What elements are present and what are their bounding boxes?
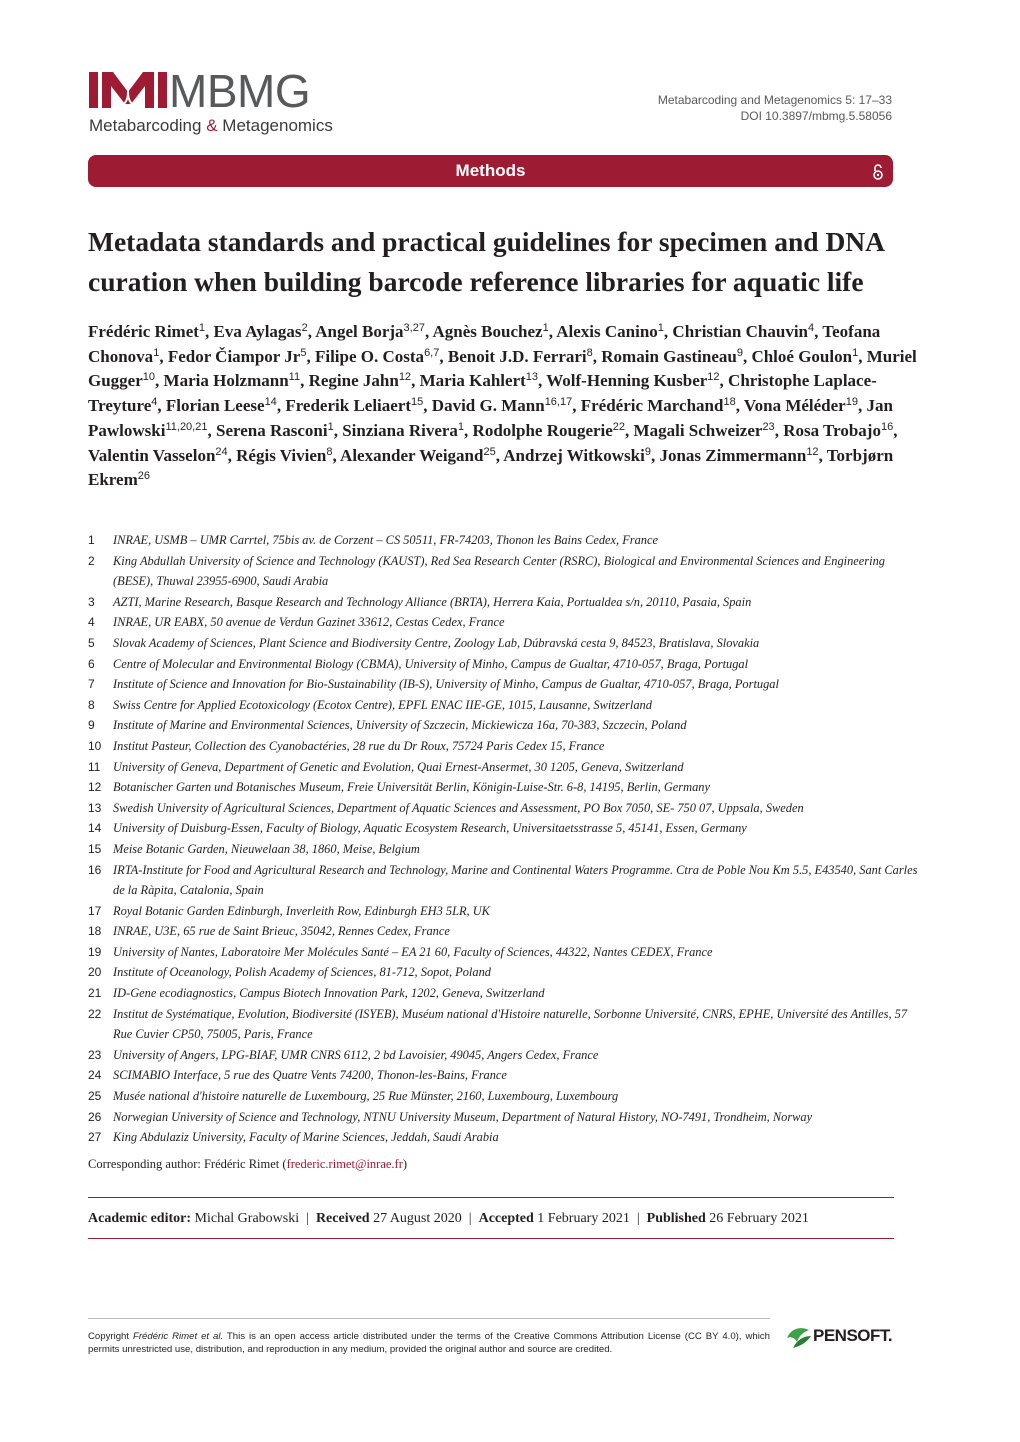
author: Alexis Canino [556, 322, 658, 341]
author: Alexander Weigand [340, 445, 484, 465]
affiliation-item [88, 736, 918, 757]
author-affiliation-ref: 3,27 [403, 322, 425, 334]
author-affiliation-ref: 24 [215, 445, 228, 458]
author: Serena Rasconi [215, 420, 328, 440]
affiliation-item [88, 695, 918, 716]
divider-top [88, 1197, 894, 1198]
author: Torbjørn Ekrem [88, 445, 894, 490]
affiliation-text: Institute of Oceanology, Polish Academy of Sciences, 81-712, Sopot, Poland [113, 965, 491, 980]
affiliation-item [88, 818, 918, 839]
affiliation-item [88, 921, 918, 942]
affiliation-text: Swiss Centre for Applied Ecotoxicology (Ecotox Centre), EPFL ENAC IIE-GE, 1015, Lausanne, Switzerland [113, 697, 652, 712]
affiliation-item [88, 612, 918, 633]
affiliation-number: 15 [88, 841, 102, 856]
author: Régis Vivien [236, 445, 327, 465]
affiliation-text: Institute of Marine and Environmental Sciences, University of Szczecin, Mickiewicza 16a, 70-383, Szczecin, Poland [113, 718, 687, 733]
affiliation-text: Royal Botanic Garden Edinburgh, Inverleith Row, Edinburgh EH3 5LR, UK [113, 903, 490, 918]
affiliation-text: Slovak Academy of Sciences, Plant Science and Biodiversity Centre, Zoology Lab, Dúbravská cesta 9, 84523, Bratislava, Slovakia [113, 635, 760, 650]
author-affiliation-ref: 16 [880, 420, 894, 433]
author: Jan Pawlowski [88, 396, 893, 440]
corresponding-email[interactable]: frederic.rimet@inrae.fr [286, 1157, 403, 1171]
affiliation-item [88, 798, 918, 819]
author-affiliation-ref: 10 [142, 371, 156, 384]
author-affiliation-ref: 6,7 [424, 346, 440, 359]
academic-editor: Michal Grabowski [194, 1211, 300, 1226]
affiliation-number: 25 [88, 1089, 102, 1104]
author-affiliation-ref: 1 [153, 346, 160, 359]
affiliation-number: 11 [88, 759, 101, 774]
affiliation-item [88, 860, 918, 901]
journal-reference: Metabarcoding and Metagenomics 5: 17–33 [657, 93, 892, 107]
affiliation-item [88, 942, 918, 963]
author: Frédéric Marchand [580, 396, 724, 416]
author-affiliation-ref: 2 [301, 322, 308, 334]
affiliation-text: Institut Pasteur, Collection des Cyanobactéries, 28 rue du Dr Roux, 75724 Paris Cedex 15, France [113, 738, 605, 753]
author: Maria Holzmann [163, 371, 289, 391]
journal-logo [89, 65, 349, 136]
affiliation-item [88, 1107, 918, 1128]
affiliation-item [88, 1004, 918, 1045]
affiliation-text: AZTI, Marine Research, Basque Research and Technology Alliance (BRTA), Herrera Kaia, Portualdea s/n, 20110, Pasaia, Spain [113, 594, 752, 609]
affiliation-item [88, 983, 918, 1004]
author-affiliation-ref: 1 [457, 420, 465, 433]
author: Vona Méléder [743, 396, 846, 416]
affiliation-text: King Abdullah University of Science and Technology (KAUST), Red Sea Research Center (RSRC), Biological and Environmental Sciences and Engineering (BESE), Thuwal 23955-6900, Saudi Arabia [113, 553, 885, 589]
affiliation-number: 2 [88, 553, 95, 568]
author-affiliation-ref: 1 [852, 346, 859, 359]
publisher-name: PENSOFT. [813, 1326, 893, 1345]
logo-wordmark: MBMG [169, 65, 311, 117]
author-affiliation-ref: 12 [707, 371, 720, 384]
published-date: 26 February 2021 [709, 1211, 809, 1226]
affiliation-text: King Abdulaziz University, Faculty of Marine Sciences, Jeddah, Saudi Arabia [113, 1130, 499, 1145]
affiliation-number: 13 [88, 800, 102, 815]
pensoft-leaf-icon [785, 1324, 813, 1352]
affiliation-number: 18 [88, 924, 102, 939]
author-affiliation-ref: 12 [806, 445, 819, 458]
author: Andrzej Witkowski [503, 445, 645, 465]
affiliation-item [88, 551, 918, 592]
section-banner [88, 155, 893, 187]
author-affiliation-ref: 16,17 [544, 396, 573, 409]
author-affiliation-ref: 15 [411, 396, 424, 409]
logo-subtitle: Metabarcoding & Metagenomics [89, 116, 333, 135]
author: Florian Leese [165, 396, 265, 416]
pensoft-logo [785, 1324, 895, 1352]
doi[interactable]: DOI 10.3897/mbmg.5.58056 [740, 109, 892, 123]
author: Jonas Zimmermann [659, 445, 807, 465]
affiliation-item [88, 633, 918, 654]
affiliation-number: 5 [88, 635, 95, 650]
affiliation-number: 20 [88, 965, 102, 980]
author: Muriel Gugger [88, 346, 917, 391]
affiliation-text: Meise Botanic Garden, Nieuwelaan 38, 1860, Meise, Belgium [113, 841, 420, 856]
author: Sinziana Rivera [342, 420, 458, 440]
affiliation-item [88, 757, 918, 778]
author-affiliation-ref: 18 [723, 396, 736, 409]
affiliation-number: 24 [88, 1068, 102, 1083]
author-affiliation-ref: 4 [808, 322, 815, 334]
affiliation-number: 22 [88, 1006, 102, 1021]
author-affiliation-ref: 1 [542, 322, 549, 334]
author: Wolf-Henning Kusber [546, 371, 708, 391]
affiliation-text: ID-Gene ecodiagnostics, Campus Biotech Innovation Park, 1202, Geneva, Switzerland [113, 986, 545, 1001]
author-affiliation-ref: 11,20,21 [165, 420, 208, 433]
author-affiliation-ref: 19 [845, 396, 858, 409]
affiliation-number: 8 [88, 697, 95, 712]
affiliation-text: INRAE, U3E, 65 rue de Saint Brieuc, 35042, Rennes Cedex, France [113, 924, 450, 939]
affiliation-item [88, 1065, 918, 1086]
author: Romain Gastineau [601, 346, 737, 366]
affiliation-text: University of Nantes, Laboratoire Mer Molécules Santé – EA 21 60, Faculty of Sciences, 44322, Nantes CEDEX, France [113, 944, 713, 959]
affiliation-number: 16 [88, 862, 102, 877]
author-affiliation-ref: 8 [586, 346, 593, 359]
affiliation-item [88, 715, 918, 736]
affiliation-number: 27 [88, 1130, 102, 1145]
affiliation-text: Centre of Molecular and Environmental Biology (CBMA), University of Minho, Campus de Gualtar, 4710-057, Braga, Portugal [113, 656, 749, 671]
affiliation-number: 3 [88, 594, 95, 609]
author: Chloé Goulon [751, 346, 853, 366]
affiliation-text: University of Duisburg-Essen, Faculty of Biology, Aquatic Ecosystem Research, Universitaetsstrasse 5, 45141, Essen, Germany [113, 821, 747, 836]
affiliation-item [88, 839, 918, 860]
affiliation-item [88, 674, 918, 695]
author-affiliation-ref: 5 [300, 346, 307, 359]
affiliation-number: 1 [88, 533, 95, 547]
author-list: Frédéric Rimet$^1$, Eva Aylagas$^2$, Angel Borja$^{3,27}$, Agnès Bouchez$^1$, Alexis Canino$^1$, Christian Chauvin$^4$, Teofana Chonova$^1$, Fedor Čiampor Jr$^5$, Filipe O. Costa$^{6,7}$, Benoit J.D. Ferrari$^8$, Romain Gastineau$^9$, Chloé Goulon$^1$, Muriel Gugger$^{10}$, Maria Holzmann$^{11}$, Regine Jahn$^{12}$, Maria Kahlert$^{13}$, Wolf-Henning Kusber$^{12}$, Christophe Laplace-Treyture$^4$, Florian Leese$^{14}$, Frederik Leliaert$^{15}$, David G. Mann$^{16,17}$, Frédéric Marchand$^{18}$, Vona Méléder$^{19}$, Jan Pawlowski$^{11,20,21}$, Serena Rasconi$^1$, Sinziana Rivera$^1$, Rodolphe Rougerie$^{22}$, Magali Schweizer$^{23}$, Rosa Trobajo$^{16}$, Valentin Vasselon$^{24}$, Régis Vivien$^8$, Alexander Weigand$^{25}$, Andrzej Witkowski$^9$, Jonas Zimmermann$^{12}$, Torbjørn Ekrem$^{26}$ [88, 322, 917, 490]
affiliation-item [88, 592, 918, 613]
corresponding-author: Corresponding author: Frédéric Rimet (frederic.rimet@inrae.fr) [88, 1157, 408, 1171]
author-affiliation-ref: 1 [657, 322, 664, 334]
section-label: Methods [455, 161, 526, 180]
affiliation-text: University of Geneva, Department of Genetic and Evolution, Quai Ernest-Ansermet, 30 1205, Geneva, Switzerland [113, 759, 684, 774]
author: Fedor Čiampor Jr [167, 346, 301, 366]
affiliation-item [88, 1086, 918, 1107]
affiliation-number: 21 [88, 986, 102, 1001]
author-affiliation-ref: 26 [137, 470, 150, 483]
author: Regine Jahn [308, 371, 399, 391]
affiliation-number: 26 [88, 1109, 102, 1124]
author: Christian Chauvin [672, 322, 808, 341]
open-access-icon [871, 163, 885, 181]
affiliation-text: Botanischer Garten und Botanisches Museum, Freie Universität Berlin, Königin-Luise-Str. 6-8, 14195, Berlin, Germany [113, 780, 710, 795]
affiliation-item [88, 777, 918, 798]
author: Filipe O. Costa [314, 346, 425, 366]
affiliation-item [88, 1045, 918, 1066]
affiliation-list [88, 530, 918, 1148]
author: Agnès Bouchez [432, 322, 543, 341]
affiliation-item [88, 962, 918, 983]
affiliation-item [88, 654, 918, 675]
affiliation-number: 9 [88, 718, 95, 733]
accepted-date: 1 February 2021 [537, 1211, 630, 1226]
author-affiliation-ref: 9 [644, 445, 651, 458]
author: Angel Borja [315, 322, 404, 341]
affiliation-number: 17 [88, 903, 102, 918]
author-affiliation-ref: 8 [326, 445, 333, 458]
author-affiliation-ref: 13 [525, 371, 539, 384]
affiliation-text: SCIMABIO Interface, 5 rue des Quatre Vents 74200, Thonon-les-Bains, France [113, 1068, 507, 1083]
author-affiliation-ref: 25 [483, 445, 496, 458]
author-affiliation-ref: 1 [198, 322, 206, 334]
affiliation-text: University of Angers, LPG-BIAF, UMR CNRS 6112, 2 bd Lavoisier, 49045, Angers Cedex, France [113, 1047, 599, 1062]
affiliation-number: 7 [88, 677, 95, 692]
affiliation-number: 6 [88, 656, 95, 671]
author-affiliation-ref: 14 [264, 396, 277, 409]
affiliation-number: 14 [88, 821, 102, 836]
author: Rodolphe Rougerie [472, 420, 613, 440]
affiliation-text: Swedish University of Agricultural Sciences, Department of Aquatic Sciences and Assessment, PO Box 7050, SE- 750 07, Uppsala, Sweden [113, 800, 804, 815]
author: Christophe Laplace-Treyture [88, 371, 877, 416]
affiliation-number: 10 [88, 738, 102, 753]
article-title: Metadata standards and practical guidelines for specimen and DNA curation when building barcode reference libraries for aquatic life [88, 226, 884, 297]
author-affiliation-ref: 22 [612, 420, 626, 433]
affiliation-text: INRAE, UR EABX, 50 avenue de Verdun Gazinet 33612, Cestas Cedex, France [113, 615, 505, 630]
copyright-notice: Copyright Frédéric Rimet et al. This is an open access article distributed under the terms of the Creative Commons Attribution License (CC BY 4.0), which permits unrestricted use, distribution, and reproduction in any medium, provided the original author and source are credited. [88, 1331, 770, 1355]
author: Magali Schweizer [633, 420, 763, 440]
author-affiliation-ref: 4 [151, 396, 158, 409]
affiliation-text: Norwegian University of Science and Technology, NTNU University Museum, Department of Natural History, NO-7491, Trondheim, Norway [113, 1109, 813, 1124]
affiliation-number: 4 [88, 615, 95, 630]
article-dates: Academic editor: Michal Grabowski | Received 27 August 2020 | Accepted 1 February 2021 | Published 26 February 2021 [88, 1211, 809, 1226]
affiliation-text: Institut de Systématique, Evolution, Biodiversité (ISYEB), Muséum national d'Histoire naturelle, Sorbonne Université, CNRS, EPHE, Université des Antilles, 57 Rue Cuvier CP50, 75005, Paris, France [113, 1006, 908, 1042]
author-affiliation-ref: 1 [327, 420, 334, 433]
author: Maria Kahlert [419, 371, 526, 391]
divider-bottom [88, 1238, 894, 1239]
affiliation-item [88, 530, 918, 551]
author-affiliation-ref: 9 [736, 346, 743, 359]
author: Eva Aylagas [213, 322, 302, 341]
footer-rule [88, 1318, 770, 1319]
affiliation-text: Institute of Science and Innovation for Bio-Sustainability (IB-S), University of Minho, Campus de Gualtar, 4710-057, Braga, Portugal [113, 677, 779, 692]
dna-logo-icon [89, 70, 167, 110]
author: David G. Mann [431, 396, 545, 416]
affiliation-text: IRTA-Institute for Food and Agricultural Research and Technology, Marine and Continental Waters Programme. Ctra de Poble Nou Km 5.5, E43540, Sant Carles de la Ràpita, Catalonia, Spain [113, 862, 918, 898]
author-affiliation-ref: 12 [398, 371, 412, 384]
affiliation-item [88, 1127, 918, 1148]
author-affiliation-ref: 23 [762, 420, 775, 433]
author: Benoit J.D. Ferrari [447, 346, 587, 366]
affiliation-text: INRAE, USMB – UMR Carrtel, 75bis av. de Corzent – CS 50511, FR-74203, Thonon les Bains Cedex, France [113, 533, 659, 547]
affiliation-item [88, 901, 918, 922]
author: Frédéric Rimet [88, 322, 199, 341]
author: Valentin Vasselon [88, 445, 216, 465]
journal-info [658, 92, 892, 124]
author: Teofana Chonova [88, 322, 881, 366]
affiliation-number: 12 [88, 780, 102, 795]
received-date: 27 August 2020 [373, 1211, 462, 1226]
author: Rosa Trobajo [783, 420, 881, 440]
author-affiliation-ref: 11 [288, 371, 301, 384]
affiliation-number: 19 [88, 944, 102, 959]
author: Frederik Leliaert [285, 396, 412, 416]
affiliation-number: 23 [88, 1047, 102, 1062]
affiliation-text: Musée national d'histoire naturelle de Luxembourg, 25 Rue Münster, 2160, Luxembourg, Luxembourg [113, 1089, 619, 1104]
